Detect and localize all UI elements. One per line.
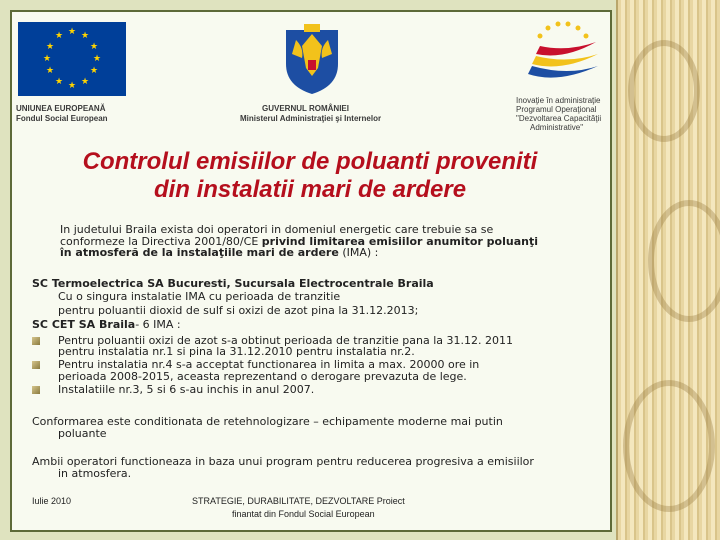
program-logo-line4: Administrative": [530, 123, 584, 132]
swirl-ornament: [628, 40, 700, 142]
sc2-bullet-1-line-1: Pentru poluantii oxizi de azot s-a obtinut perioada de tranzitie pana la 31.12. 2011: [58, 334, 513, 347]
footer-line-2: finantat din Fondul Social European: [232, 509, 375, 519]
program-logo-icon: [518, 14, 604, 94]
program-logo-line2: Programul Operaţional: [516, 105, 597, 114]
sc1-heading: SC Termoelectrica SA Bucuresti, Sucursala Electrocentrale Braila: [32, 277, 434, 290]
gov-logo-subtitle: Ministerul Administraţiei şi Internelor: [240, 114, 382, 123]
sc2-heading-bold: SC CET SA Braila: [32, 318, 136, 331]
title-line-1: Controlul emisiilor de poluanti proveniti: [82, 148, 538, 175]
eu-flag-icon: ★ ★ ★ ★ ★ ★ ★ ★ ★ ★ ★ ★: [18, 22, 126, 96]
sc2-heading: [32, 319, 181, 330]
gov-logo-title: GUVERNUL ROMÂNIEI: [262, 104, 349, 113]
sc2-bullet-2-line-2: perioada 2008-2015, aceasta reprezentand o derogare prevazuta de lege.: [58, 370, 467, 383]
intro-line-3-tail: (IMA) :: [342, 246, 379, 259]
sc2-bullet-1-line-2: pentru instalatia nr.1 si pina la 31.12.2010 pentru instalatia nr.2.: [58, 345, 415, 358]
decorative-side-panel: [616, 0, 720, 540]
program-logo-line1: Inovaţie în administraţie: [516, 96, 601, 105]
intro-line-3: [60, 247, 378, 258]
eu-logo-title: UNIUNEA EUROPEANĂ: [16, 104, 106, 113]
sc2-bullet-2-line-1: Pentru instalatia nr.4 s-a acceptat functionarea in limita a max. 20000 ore in: [58, 358, 480, 371]
sc1-line-1: Cu o singura instalatie IMA cu perioada de tranzitie: [58, 290, 341, 303]
sc2-heading-tail: - 6 IMA :: [135, 318, 181, 331]
conformare-line-2: poluante: [58, 427, 107, 440]
intro-line-1: In judetului Braila exista doi operatori in domeniul energetic care trebuie sa se: [60, 223, 494, 236]
footer-line-1: STRATEGIE, DURABILITATE, DEZVOLTARE Proiect: [192, 496, 405, 506]
title-line-2: din instalatii mari de ardere: [153, 176, 467, 203]
bullet-icon: [32, 337, 40, 345]
intro-line-3-bold: în atmosferă de la instalaţiile mari de ardere: [60, 246, 339, 259]
swirl-ornament: [648, 200, 720, 322]
sc2-bullet-3-line-1: Instalatiile nr.3, 5 si 6 s-au inchis in anul 2007.: [58, 383, 315, 396]
page-title: [30, 148, 590, 204]
romania-coat-of-arms-icon: [282, 24, 342, 96]
ambii-line-2: in atmosfera.: [58, 467, 132, 480]
footer-date: Iulie 2010: [32, 496, 72, 506]
intro-line-2-bold: privind limitarea emisiilor anumitor poluanţi: [261, 235, 538, 248]
ambii-line-1: Ambii operatori functioneaza in baza unui program pentru reducerea progresiva a emisiilor: [32, 455, 534, 468]
program-logo-line3: "Dezvoltarea Capacităţii: [516, 114, 602, 123]
bullet-icon: [32, 361, 40, 369]
conformare-line-1: Conformarea este conditionata de retehnologizare – echipamente moderne mai putin: [32, 415, 503, 428]
bullet-icon: [32, 386, 40, 394]
intro-line-2-text: conformeze la Directiva 2001/80/CE: [60, 235, 259, 248]
sc1-line-2: pentru poluantii dioxid de sulf si oxizi de azot pina la 31.12.2013;: [58, 304, 419, 317]
eu-logo-subtitle: Fondul Social European: [16, 114, 108, 123]
swirl-ornament: [623, 380, 715, 512]
